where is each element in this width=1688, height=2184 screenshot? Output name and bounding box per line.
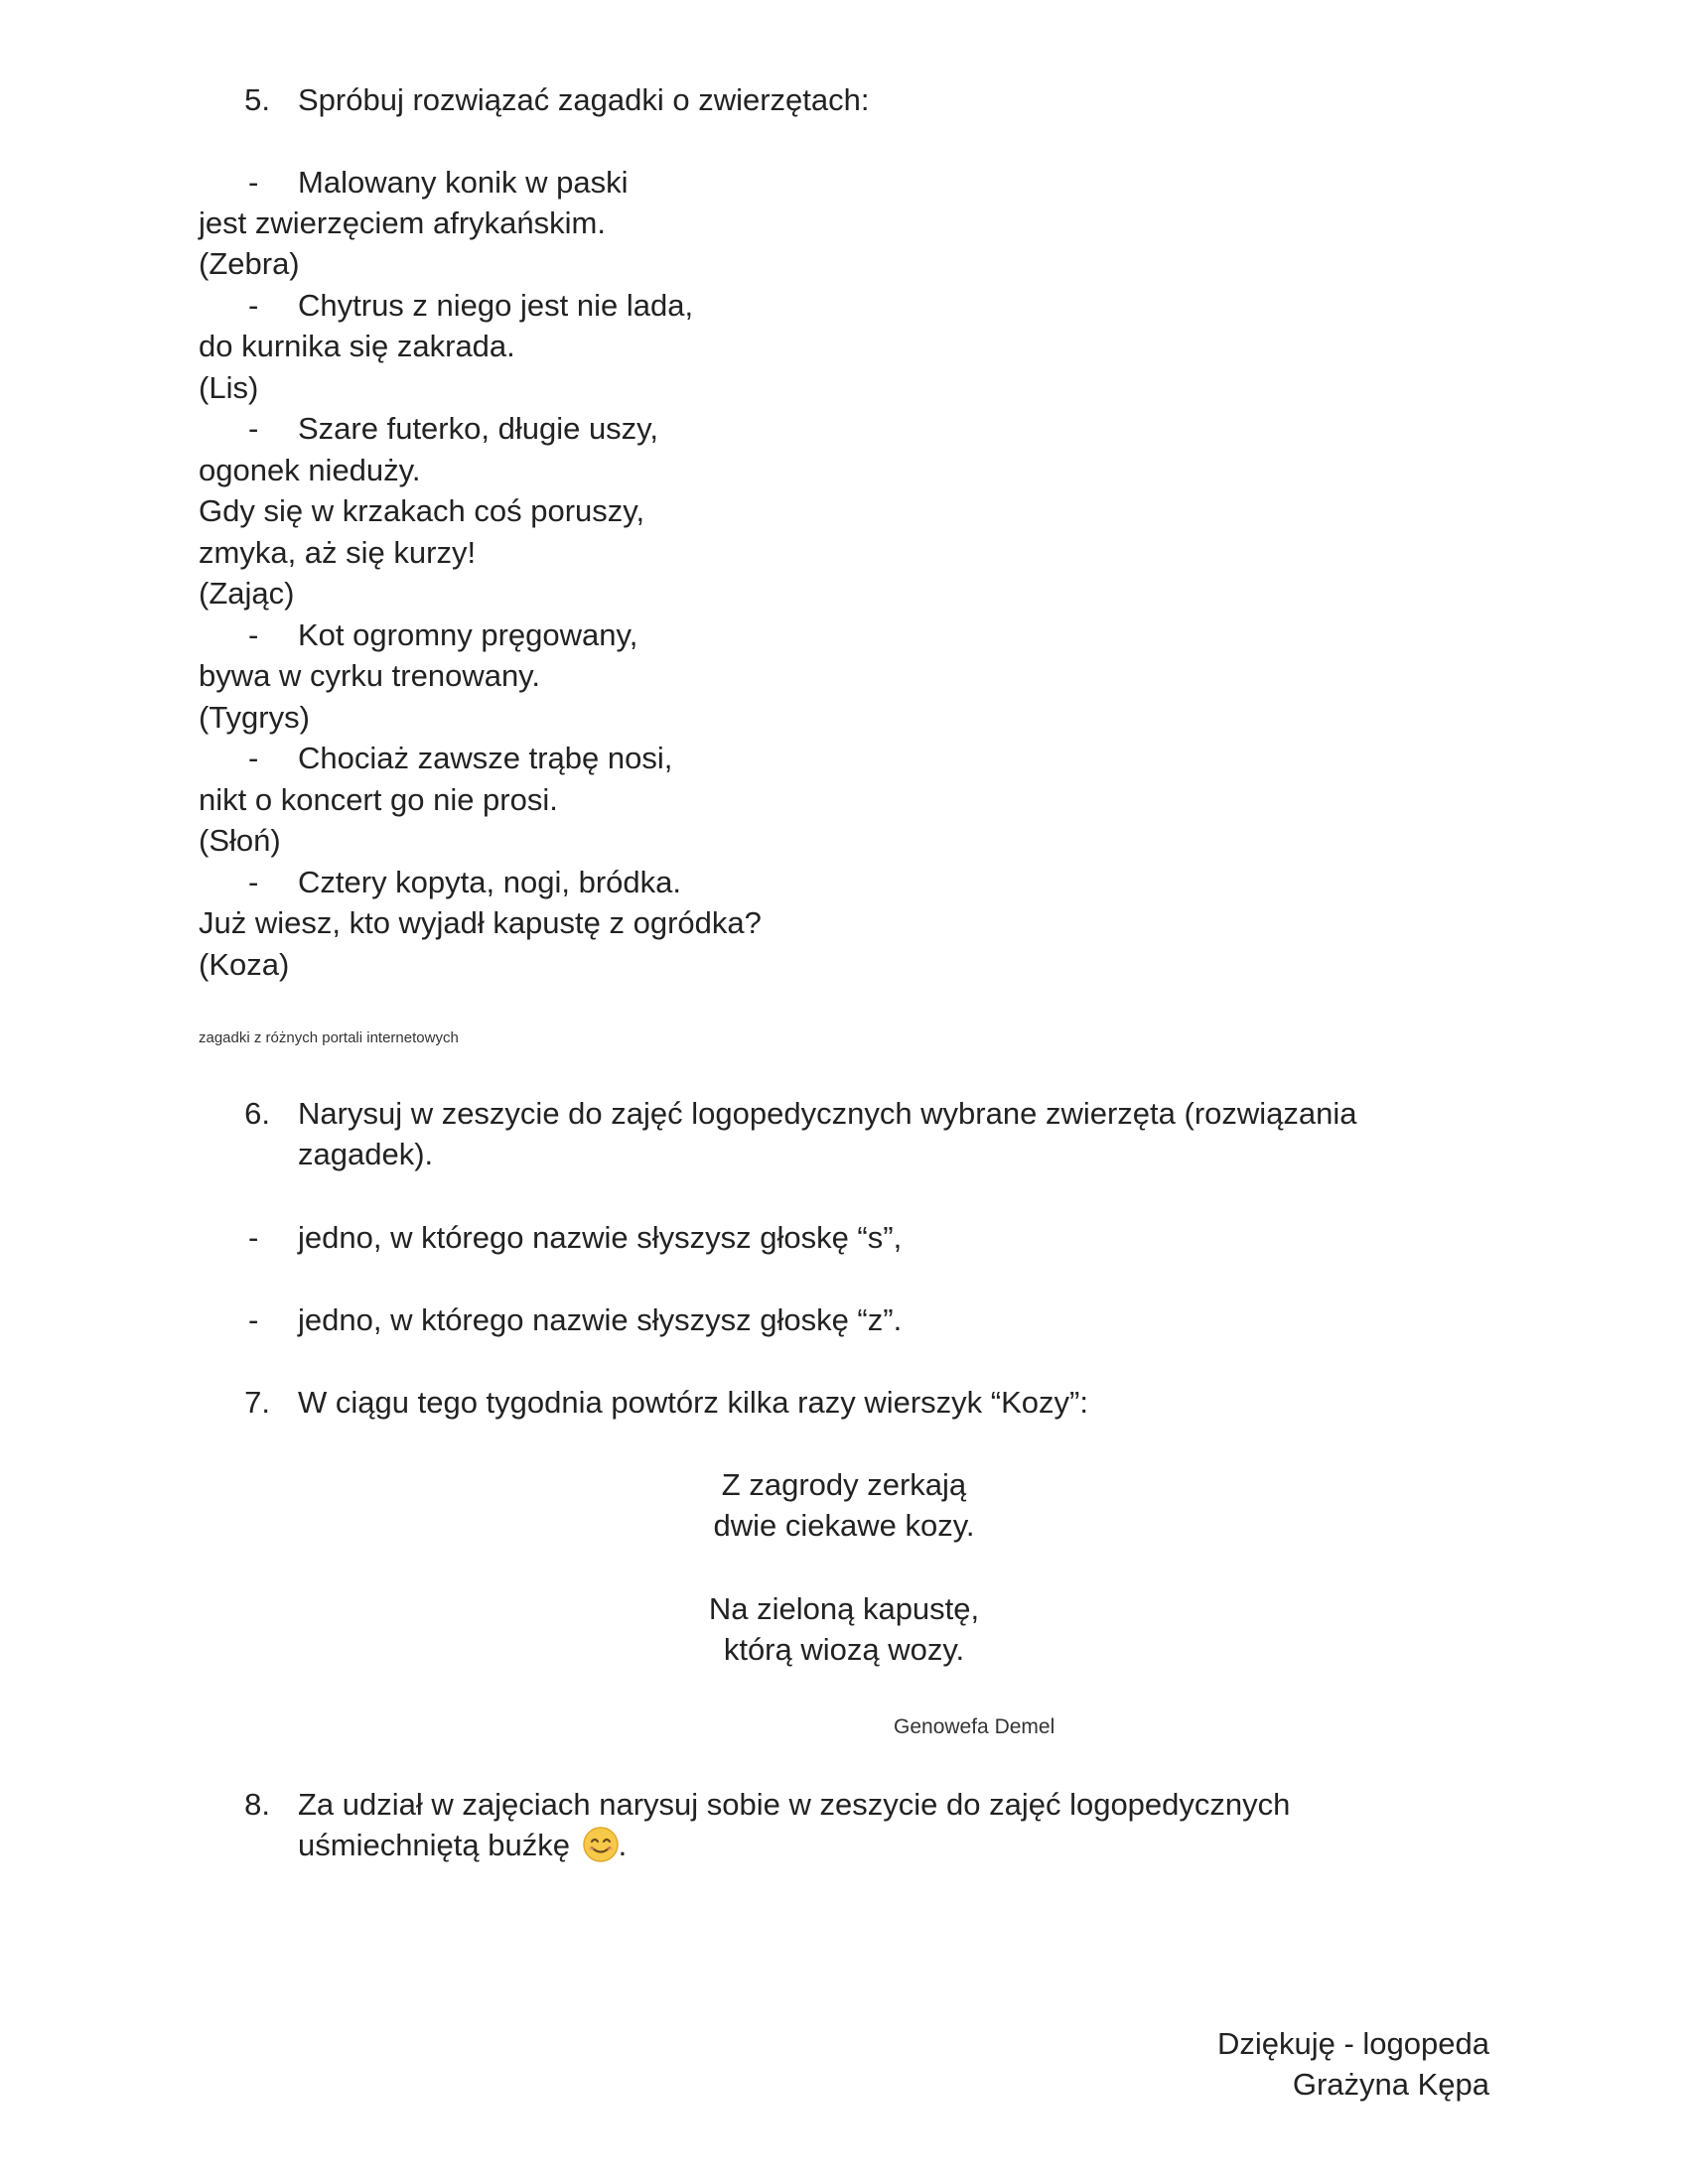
task-8-line-1: Za udział w zajęciach narysuj sobie w zeszycie do zajęć logopedycznych [298,1787,1291,1822]
riddle-5-line-1: Chociaż zawsze trąbę nosi, [298,741,673,775]
riddle-6-line-2: Już wiesz, kto wyjadł kapustę z ogródka? [199,905,762,940]
task-6-bullet-1-dash: - [248,1220,259,1255]
riddle-6-line-1: Cztery kopyta, nogi, bródka. [298,865,681,899]
poem-line-3: Na zieloną kapustę, [708,1591,980,1626]
poem-line-1: Z zagrody zerkają [721,1467,967,1502]
riddle-5-line-2: nikt o koncert go nie prosi. [199,782,558,817]
task-7-text: W ciągu tego tygodnia powtórz kilka razy wierszyk “Kozy”: [298,1385,1088,1420]
poem-line-2: dwie ciekawe kozy. [713,1508,975,1543]
riddle-1-answer: (Zebra) [199,246,300,281]
task-8-number: 8. [244,1787,270,1822]
riddle-3-line-3: Gdy się w krzakach coś poruszy, [199,493,645,528]
signature-line-2: Grażyna Kępa [1292,2067,1489,2102]
riddle-4-dash: - [248,617,259,652]
riddle-5-answer: (Słoń) [199,823,281,858]
task-6-line-2: zagadek). [298,1137,434,1171]
poem-line-4: którą wiozą wozy. [723,1632,965,1667]
riddle-3-answer: (Zając) [199,576,295,611]
task-8-line-2-period: . [618,1828,628,1862]
riddles-source-note: zagadki z różnych portali internetowych [199,1029,459,1046]
riddle-1-line-2: jest zwierzęciem afrykańskim. [199,205,606,240]
signature-line-1: Dziękuję - logopeda [1216,2026,1489,2061]
riddle-2-line-1: Chytrus z niego jest nie lada, [298,288,694,323]
riddle-3-dash: - [248,411,259,446]
riddle-2-answer: (Lis) [199,370,259,405]
riddle-1-line-1: Malowany konik w paski [298,165,629,200]
task-6-line-1: Narysuj w zeszycie do zajęć logopedycznych wybrane zwierzęta (rozwiązania [298,1096,1357,1131]
task-8-line-2 [298,1825,627,1865]
riddle-2-line-2: do kurnika się zakrada. [199,329,515,363]
task-6-bullet-2-dash: - [248,1302,259,1337]
riddle-1-dash: - [248,165,259,200]
task-7-number: 7. [244,1385,270,1420]
task-5-heading: Spróbuj rozwiązać zagadki o zwierzętach: [298,82,870,117]
task-6-number: 6. [244,1096,270,1131]
riddle-3-line-4: zmyka, aż się kurzy! [199,535,477,570]
task-6-bullet-2: jedno, w którego nazwie słyszysz głoskę “z”. [298,1302,903,1337]
task-8-line-2-text: uśmiechniętą buźkę [298,1828,570,1862]
riddle-3-line-1: Szare futerko, długie uszy, [298,411,658,446]
riddle-4-line-2: bywa w cyrku trenowany. [199,658,540,693]
riddle-6-dash: - [248,865,259,899]
task-5-number: 5. [244,82,270,117]
riddle-6-answer: (Koza) [199,947,290,982]
riddle-4-line-1: Kot ogromny pręgowany, [298,617,638,652]
riddle-4-answer: (Tygrys) [199,700,310,735]
smiley-face-icon [583,1827,619,1862]
riddle-2-dash: - [248,288,259,323]
riddle-5-dash: - [248,741,259,775]
riddle-3-line-2: ogonek nieduży. [199,453,421,487]
task-6-bullet-1: jedno, w którego nazwie słyszysz głoskę “s”, [298,1220,903,1255]
poem-author: Genowefa Demel [894,1715,1055,1738]
